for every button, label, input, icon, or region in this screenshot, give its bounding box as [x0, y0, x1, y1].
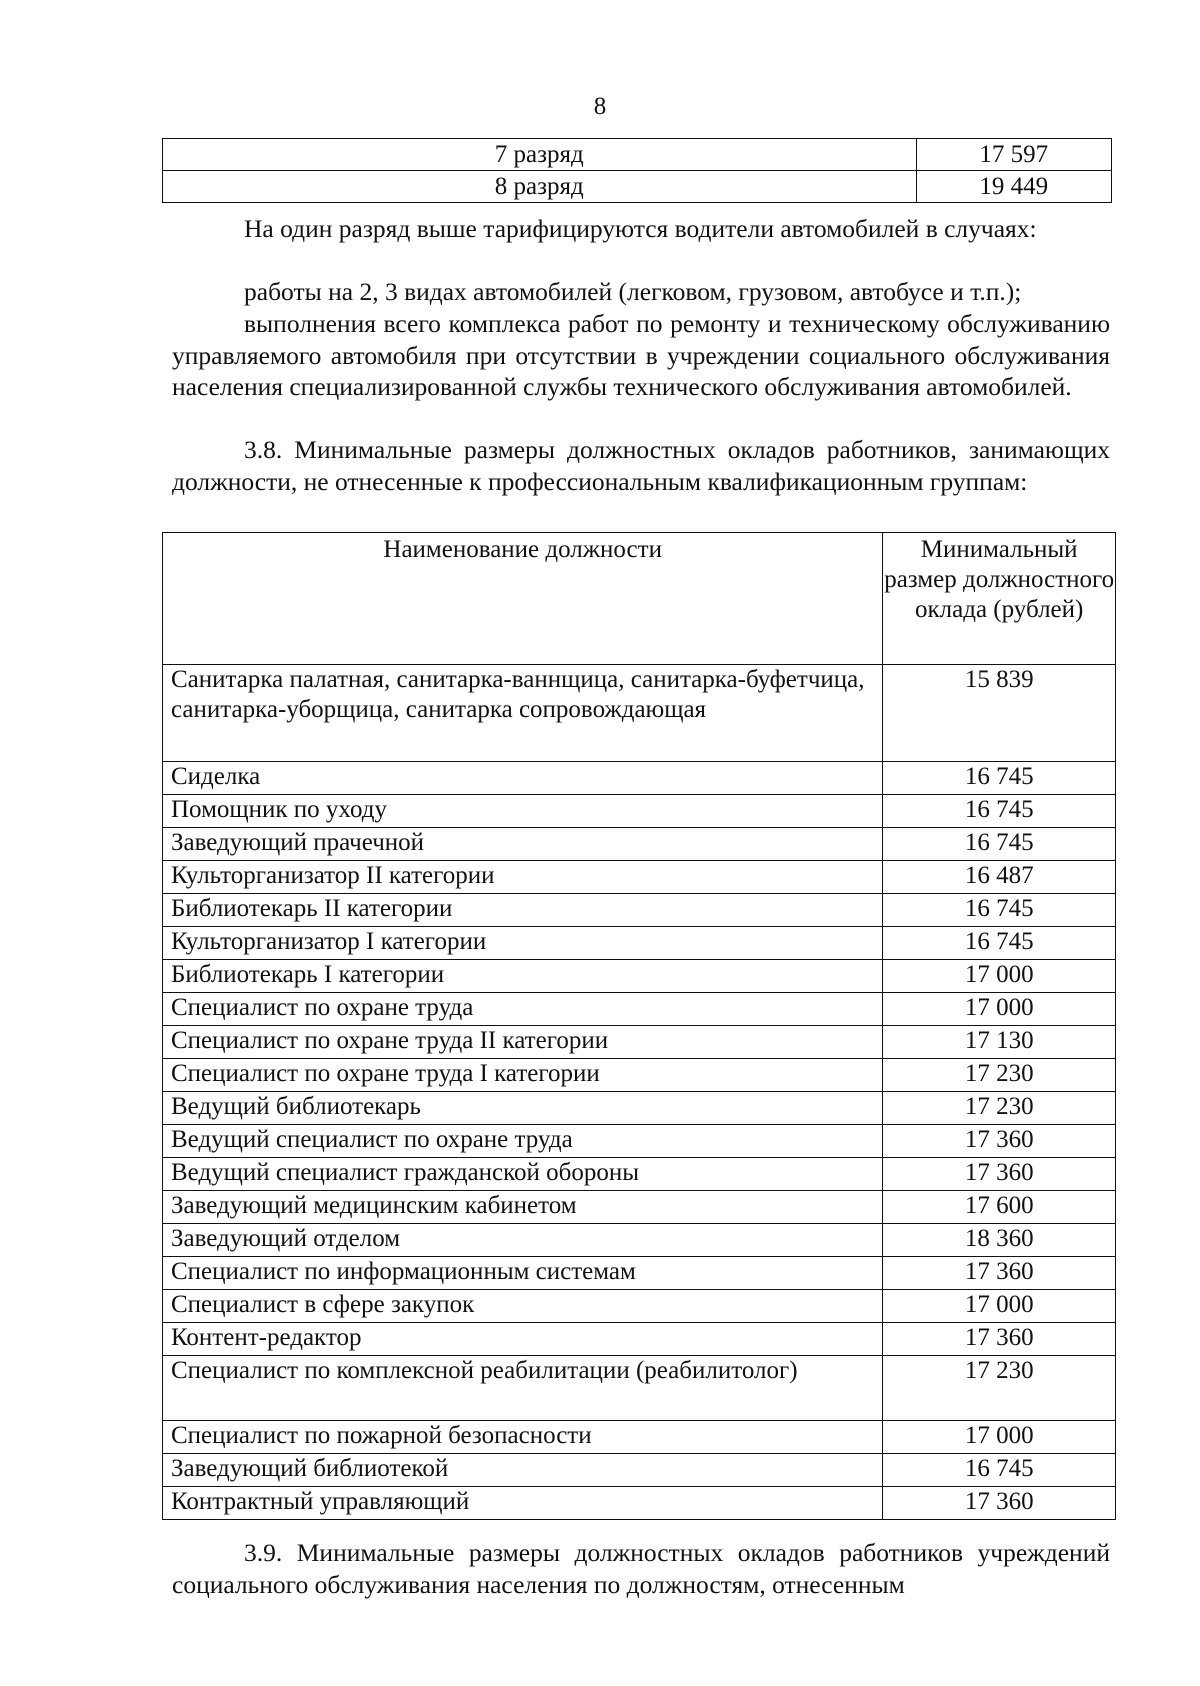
- table-row: [163, 861, 1116, 894]
- position-name: Специалист по охране труда II категории: [163, 1026, 883, 1059]
- position-name: Заведующий прачечной: [163, 828, 883, 861]
- table-row: [163, 1421, 1116, 1454]
- position-salary: 16 745: [883, 927, 1116, 960]
- grade-name: 7 разряд: [163, 139, 917, 171]
- positions-table: [162, 532, 1116, 1520]
- position-salary: 16 745: [883, 762, 1116, 795]
- position-name: Специалист по охране труда: [163, 993, 883, 1026]
- position-salary: 17 000: [883, 993, 1116, 1026]
- position-salary: 18 360: [883, 1224, 1116, 1257]
- grade-table: [162, 138, 1112, 203]
- position-name: Специалист по информационным системам: [163, 1257, 883, 1290]
- grade-name: 8 разряд: [163, 171, 917, 203]
- paragraph-text: На один разряд выше тарифицируются водители автомобилей в случаях:: [244, 214, 1037, 243]
- position-name: Культорганизатор II категории: [163, 861, 883, 894]
- position-salary: 16 745: [883, 894, 1116, 927]
- table-row: [163, 1323, 1116, 1356]
- paragraph-text: выполнения всего комплекса работ по ремонту и техническому обслуживанию управляемого автомобиля при отсутствии в учреждении социального обслуживания населения специализированной службы технического обслуживания автомобилей.: [172, 309, 1110, 401]
- position-salary: 16 745: [883, 795, 1116, 828]
- position-name: Специалист по охране труда I категории: [163, 1059, 883, 1092]
- position-salary: 17 230: [883, 1356, 1116, 1421]
- position-salary: 17 360: [883, 1257, 1116, 1290]
- paragraph-text: 3.9. Минимальные размеры должностных окладов работников учреждений социального обслуживания населения по должностям, отнесенным: [172, 1538, 1110, 1599]
- table-row: [163, 1356, 1116, 1421]
- position-salary: 16 487: [883, 861, 1116, 894]
- position-name: Контент-редактор: [163, 1323, 883, 1356]
- position-salary: 17 000: [883, 1421, 1116, 1454]
- position-name: Контрактный управляющий: [163, 1487, 883, 1520]
- table-row: [163, 665, 1116, 762]
- position-name: Заведующий медицинским кабинетом: [163, 1191, 883, 1224]
- position-name: Специалист в сфере закупок: [163, 1290, 883, 1323]
- grade-salary: 17 597: [916, 139, 1111, 171]
- page-number: 8: [593, 93, 607, 120]
- table-row: [163, 171, 1112, 203]
- table-row: [163, 795, 1116, 828]
- table-row: [163, 894, 1116, 927]
- table-header-row: [163, 533, 1116, 665]
- table-row: [163, 139, 1112, 171]
- position-name: Культорганизатор I категории: [163, 927, 883, 960]
- position-salary: 17 600: [883, 1191, 1116, 1224]
- table-row: [163, 1454, 1116, 1487]
- table-row: [163, 1257, 1116, 1290]
- position-name: Помощник по уходу: [163, 795, 883, 828]
- position-name: Специалист по пожарной безопасности: [163, 1421, 883, 1454]
- table-row: [163, 1158, 1116, 1191]
- table-row: [163, 762, 1116, 795]
- position-name: Библиотекарь I категории: [163, 960, 883, 993]
- table-row: [163, 1487, 1116, 1520]
- header-position-name: Наименование должности: [163, 533, 883, 665]
- table-row: [163, 927, 1116, 960]
- position-name: Заведующий отделом: [163, 1224, 883, 1257]
- table-row: [163, 1125, 1116, 1158]
- position-salary: 17 000: [883, 1290, 1116, 1323]
- position-name: Санитарка палатная, санитарка-ваннщица, санитарка-буфетчица, санитарка-уборщица, санитарка сопровождающая: [163, 665, 883, 762]
- table-row: [163, 1224, 1116, 1257]
- position-salary: 17 000: [883, 960, 1116, 993]
- table-row: [163, 993, 1116, 1026]
- table-row: [163, 1092, 1116, 1125]
- position-name: Библиотекарь II категории: [163, 894, 883, 927]
- position-salary: 17 230: [883, 1092, 1116, 1125]
- paragraph-vehicle-types: [172, 276, 1110, 308]
- paragraph-text: 3.8. Минимальные размеры должностных окладов работников, занимающих должности, не отнесенные к профессиональным квалификационным группам:: [172, 435, 1110, 496]
- position-salary: 17 360: [883, 1125, 1116, 1158]
- position-name: Заведующий библиотекой: [163, 1454, 883, 1487]
- table-row: [163, 1059, 1116, 1092]
- grade-salary: 19 449: [916, 171, 1111, 203]
- table-row: [163, 960, 1116, 993]
- position-salary: 17 360: [883, 1158, 1116, 1191]
- section-3-8-intro: [172, 434, 1110, 497]
- section-3-9-intro: [172, 1537, 1110, 1600]
- paragraph-text: работы на 2, 3 видах автомобилей (легковом, грузовом, автобусе и т.п.);: [244, 277, 1022, 306]
- position-salary: 17 130: [883, 1026, 1116, 1059]
- position-salary: 17 360: [883, 1323, 1116, 1356]
- position-salary: 16 745: [883, 1454, 1116, 1487]
- paragraph-maintenance: [172, 308, 1110, 403]
- table-row: [163, 828, 1116, 861]
- table-row: [163, 1026, 1116, 1059]
- position-salary: 17 360: [883, 1487, 1116, 1520]
- paragraph-driver-grade: [172, 213, 1110, 245]
- position-name: Ведущий специалист гражданской обороны: [163, 1158, 883, 1191]
- position-salary: 17 230: [883, 1059, 1116, 1092]
- position-name: Ведущий специалист по охране труда: [163, 1125, 883, 1158]
- position-salary: 15 839: [883, 665, 1116, 762]
- position-name: Сиделка: [163, 762, 883, 795]
- position-salary: 16 745: [883, 828, 1116, 861]
- table-row: [163, 1290, 1116, 1323]
- table-row: [163, 1191, 1116, 1224]
- position-name: Ведущий библиотекарь: [163, 1092, 883, 1125]
- header-min-salary: Минимальный размер должностного оклада (рублей): [883, 533, 1116, 665]
- position-name: Специалист по комплексной реабилитации (реабилитолог): [163, 1356, 883, 1421]
